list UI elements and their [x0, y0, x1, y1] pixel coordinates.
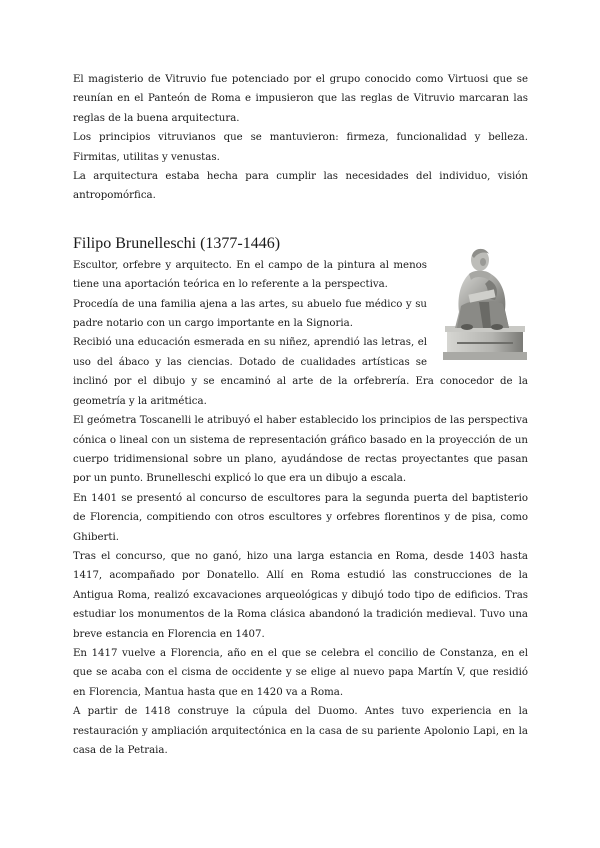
section-paragraph-6: Tras el concurso, que no ganó, hizo una larga estancia en Roma, desde 1403 hasta 1417, acompañado por Donatello. Allí en Roma estudió las construcciones de la Antigua Roma, realizó excavaciones arqueológicas y dibujó todo tipo de edificios. Tras estudiar los monumentos de la Roma clásica abandonó la tradición medieval. Tuvo una breve estancia en Florencia en 1407. — [73, 550, 528, 640]
section-paragraph-1: Escultor, orfebre y arquitecto. En el campo de la pintura al menos tiene una aportación teórica en lo referente a la perspectiva. — [73, 259, 427, 291]
intro-paragraph-3: La arquitectura estaba hecha para cumplir las necesidades del individuo, visión antropomórfica. — [73, 171, 528, 202]
section-paragraph-5: En 1401 se presentó al concurso de escultores para la segunda puerta del baptisterio de Florencia, compitiendo con otros escultores y orfebres florentinos y de pisa, como Ghiberti. — [73, 492, 528, 543]
section-paragraph-8: A partir de 1418 construye la cúpula del Duomo. Antes tuvo experiencia en la restauración y ampliación arquitectónica en la casa de su pariente Apolonio Lapi, en la casa de la Petraia. — [73, 706, 528, 756]
intro-paragraph-1: El magisterio de Vitruvio fue potenciado por el grupo conocido como Virtuosi que se reunían en el Panteón de Roma e impusieron que las reglas de Vitruvio marcaran las reglas de la buena arquitectura. — [73, 74, 528, 124]
intro-paragraph-2: Los principios vitruvianos que se mantuvieron: firmeza, funcionalidad y belleza. Firmitas, utilitas y venustas. — [73, 132, 528, 163]
section-paragraph-3: Recibió una educación esmerada en su niñez, aprendió las letras, el uso del ábaco y las ciencias. Dotado de cualidades artísticas se inclinó por el dibujo y se encaminó al arte de la orfebrería. Era conocedor de la geometría y la aritmética. — [73, 337, 528, 407]
section-heading: Filipo Brunelleschi (1377-1446) — [73, 234, 281, 252]
section-body — [73, 256, 528, 761]
brunelleschi-statue-icon — [439, 234, 528, 366]
document-page — [73, 70, 528, 760]
section-paragraph-2: Procedía de una familia ajena a las artes, su abuelo fue médico y su padre notario con un cargo importante en la Signoria. — [73, 298, 427, 330]
section-paragraph-4: El geómetra Toscanelli le atribuyó el haber establecido los principios de las perspectiva cónica o lineal con un sistema de representación gráfico basado en la proyección de un cuerpo tridimensional sobre un plano, ayudándose de rectas proyectantes que pasan por un punto. Brunelleschi explicó lo que era un dibujo a escala. — [73, 415, 528, 485]
section-paragraph-7: En 1417 vuelve a Florencia, año en el que se celebra el concilio de Constanza, en el que se acaba con el cisma de occidente y se elige al nuevo papa Martín V, que residió en Florencia, Mantua hasta que en 1420 va a Roma. — [73, 647, 528, 698]
